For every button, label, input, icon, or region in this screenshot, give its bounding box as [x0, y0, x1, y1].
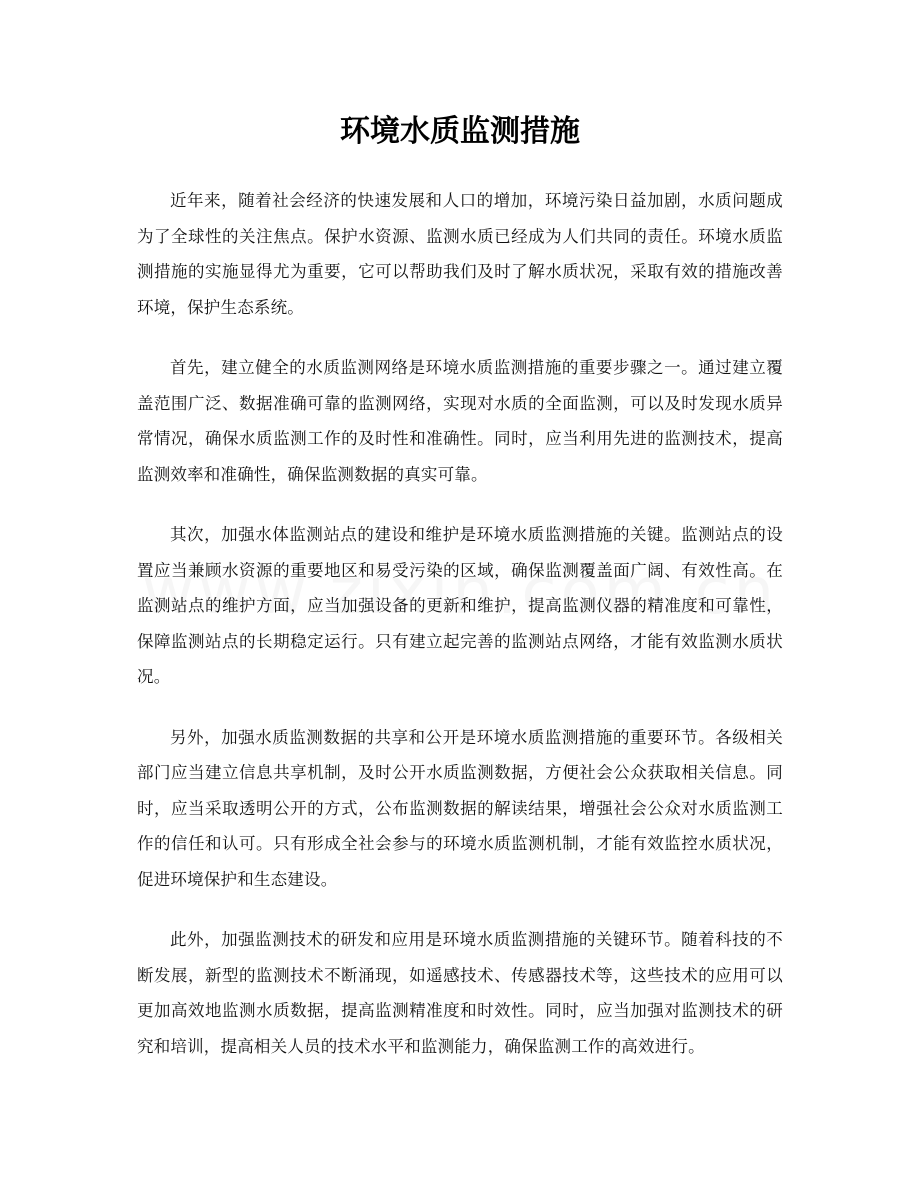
- paragraph: 首先，建立健全的水质监测网络是环境水质监测措施的重要步骤之一。通过建立覆盖范围广泛、数据准确可靠的监测网络，实现对水质的全面监测，可以及时发现水质异常情况，确保水质监测工作的及时性和准确性。同时，应当利用先进的监测技术，提高监测效率和准确性，确保监测数据的真实可靠。: [137, 358, 783, 484]
- paragraph: 另外，加强水质监测数据的共享和公开是环境水质监测措施的重要环节。各级相关部门应当建立信息共享机制，及时公开水质监测数据，方便社会公众获取相关信息。同时，应当采取透明公开的方式，公布监测数据的解读结果，增强社会公众对水质监测工作的信任和认可。只有形成全社会参与的环境水质监测机制，才能有效监控水质状况，促进环境保护和生态建设。: [137, 727, 783, 889]
- paragraph: 其次，加强水体监测站点的建设和维护是环境水质监测措施的关键。监测站点的设置应当兼顾水资源的重要地区和易受污染的区域，确保监测覆盖面广阔、有效性高。在监测站点的维护方面，应当加强设备的更新和维护，提高监测仪器的精准度和可靠性，保障监测站点的长期稳定运行。只有建立起完善的监测站点网络，才能有效监测水质状况。: [137, 525, 783, 686]
- paragraph: 此外，加强监测技术的研发和应用是环境水质监测措施的关键环节。随着科技的不断发展，新型的监测技术不断涌现，如遥感技术、传感器技术等，这些技术的应用可以更加高效地监测水质数据，提高监测精准度和时效性。同时，应当加强对监测技术的研究和培训，提高相关人员的技术水平和监测能力，确保监测工作的高效进行。: [137, 930, 783, 1056]
- document-body: [137, 183, 783, 1089]
- document-title: 环境水质监测措施: [340, 114, 580, 149]
- paragraph: 近年来，随着社会经济的快速发展和人口的增加，环境污染日益加剧，水质问题成为了全球性的关注焦点。保护水资源、监测水质已经成为人们共同的责任。环境水质监测措施的实施显得尤为重要，它可以帮助我们及时了解水质状况，采取有效的措施改善环境，保护生态系统。: [137, 191, 783, 317]
